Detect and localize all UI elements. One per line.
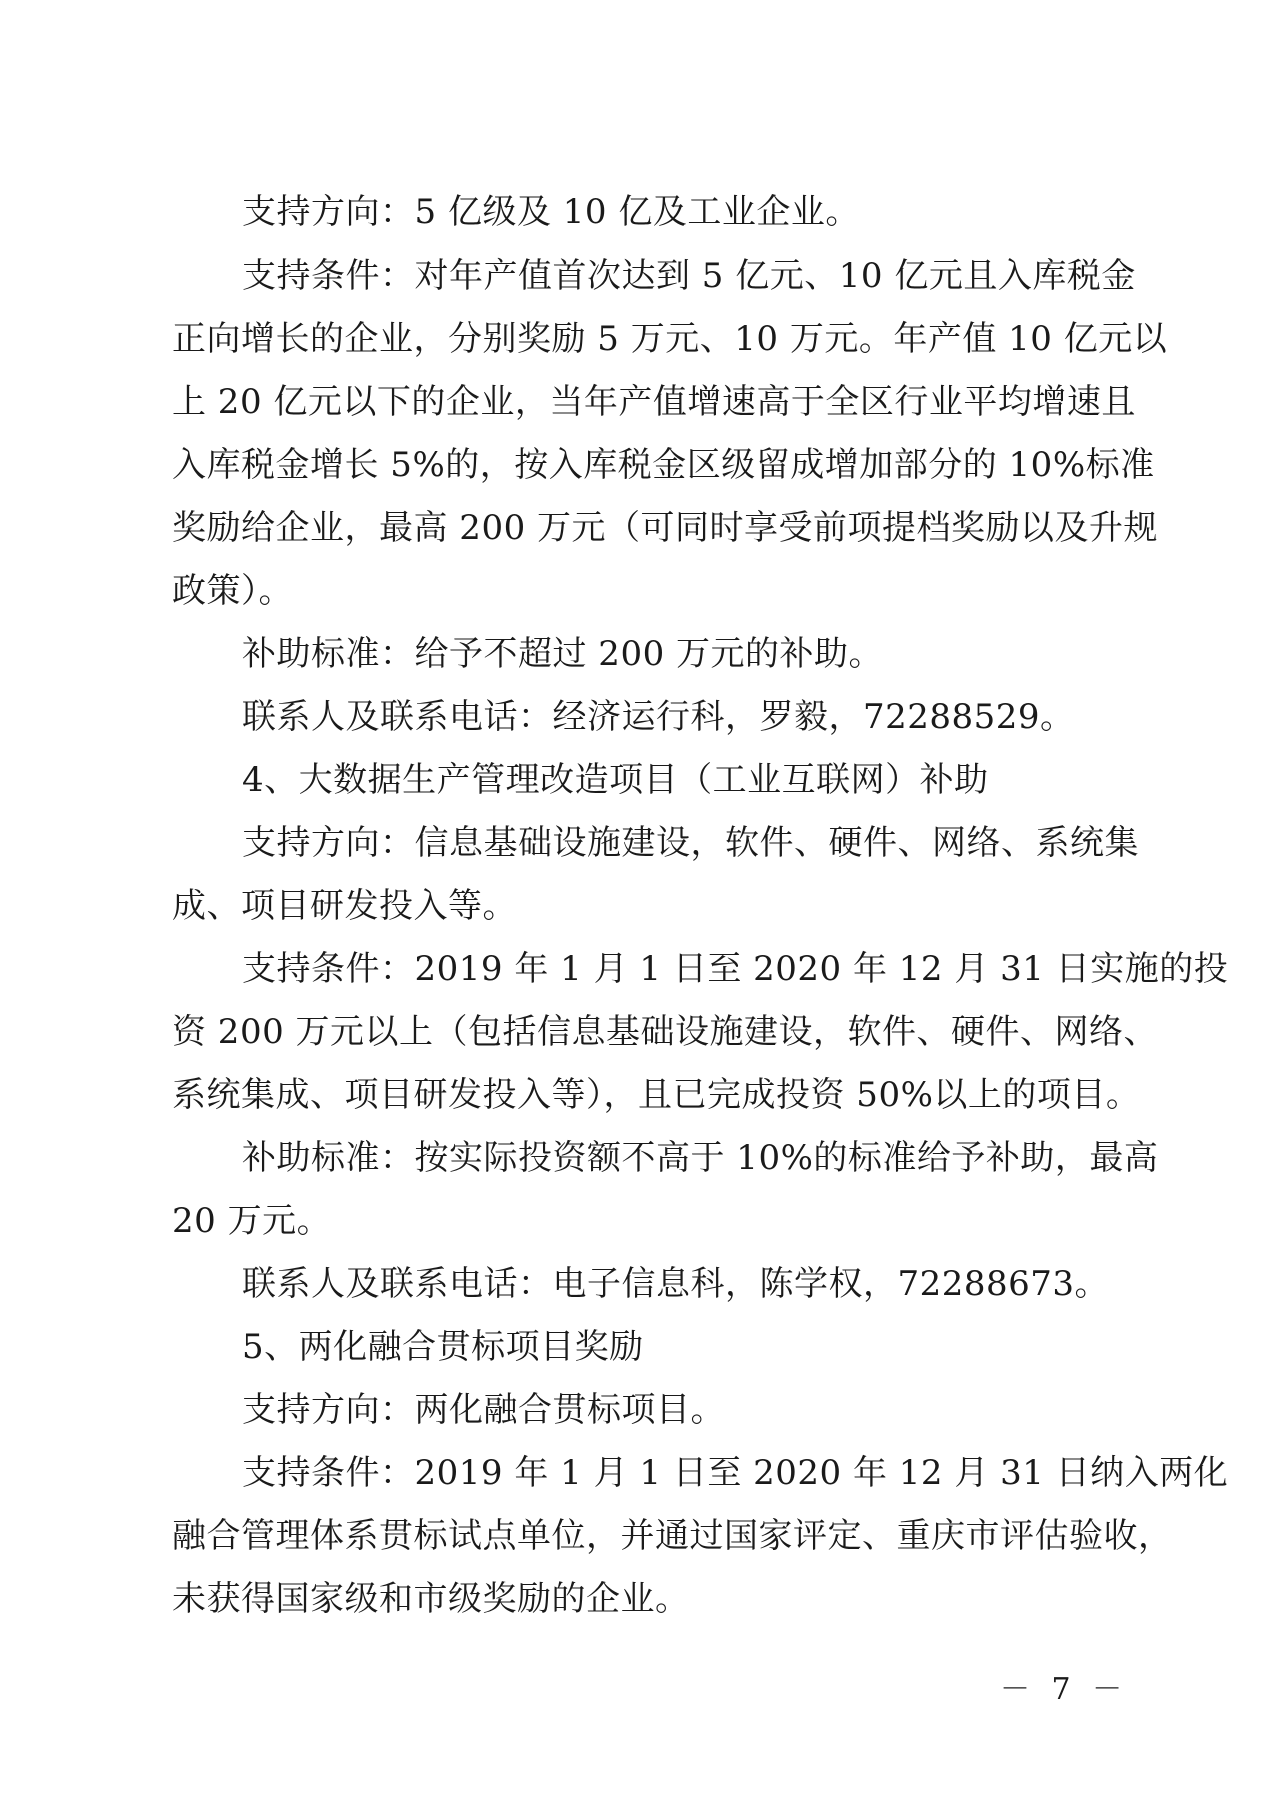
paragraph-line: 资 200 万元以上（包括信息基础设施建设，软件、硬件、网络、 <box>172 1012 1159 1052</box>
paragraph-line: 未获得国家级和市级奖励的企业。 <box>172 1579 690 1619</box>
paragraph-line: 入库税金增长 5%的，按入库税金区级留成增加部分的 10%标准 <box>172 445 1155 485</box>
paragraph-line: 支持方向：信息基础设施建设，软件、硬件、网络、系统集 <box>242 823 1139 863</box>
section-heading: 4、大数据生产管理改造项目（工业互联网）补助 <box>242 760 989 800</box>
paragraph-line: 20 万元。 <box>172 1201 332 1241</box>
paragraph-line: 支持条件：2019 年 1 月 1 日至 2020 年 12 月 31 日实施的投 <box>242 949 1229 989</box>
paragraph-line: 正向增长的企业，分别奖励 5 万元、10 万元。年产值 10 亿元以 <box>172 319 1168 359</box>
paragraph-line: 补助标准：给予不超过 200 万元的补助。 <box>242 634 884 674</box>
paragraph-line: 支持条件：对年产值首次达到 5 亿元、10 亿元且入库税金 <box>242 256 1136 296</box>
paragraph-line: 支持条件：2019 年 1 月 1 日至 2020 年 12 月 31 日纳入两化 <box>242 1453 1229 1493</box>
paragraph-line: 支持方向：5 亿级及 10 亿及工业企业。 <box>242 192 860 232</box>
paragraph-line: 补助标准：按实际投资额不高于 10%的标准给予补助，最高 <box>242 1138 1159 1178</box>
paragraph-line: 政策）。 <box>172 571 293 611</box>
paragraph-line: 成、项目研发投入等。 <box>172 886 517 926</box>
paragraph-line: 支持方向：两化融合贯标项目。 <box>242 1390 725 1430</box>
paragraph-line: 上 20 亿元以下的企业，当年产值增速高于全区行业平均增速且 <box>172 382 1136 422</box>
paragraph-line: 联系人及联系电话：电子信息科，陈学权，72288673。 <box>242 1264 1110 1304</box>
paragraph-line: 系统集成、项目研发投入等），且已完成投资 50%以上的项目。 <box>172 1075 1141 1115</box>
paragraph-line: 奖励给企业，最高 200 万元（可同时享受前项提档奖励以及升规 <box>172 508 1159 548</box>
paragraph-line: 联系人及联系电话：经济运行科，罗毅，72288529。 <box>242 697 1075 737</box>
page-number: － 7 － <box>1000 1672 1129 1707</box>
section-heading: 5、两化融合贯标项目奖励 <box>242 1327 644 1367</box>
paragraph-line: 融合管理体系贯标试点单位，并通过国家评定、重庆市评估验收， <box>172 1516 1173 1556</box>
